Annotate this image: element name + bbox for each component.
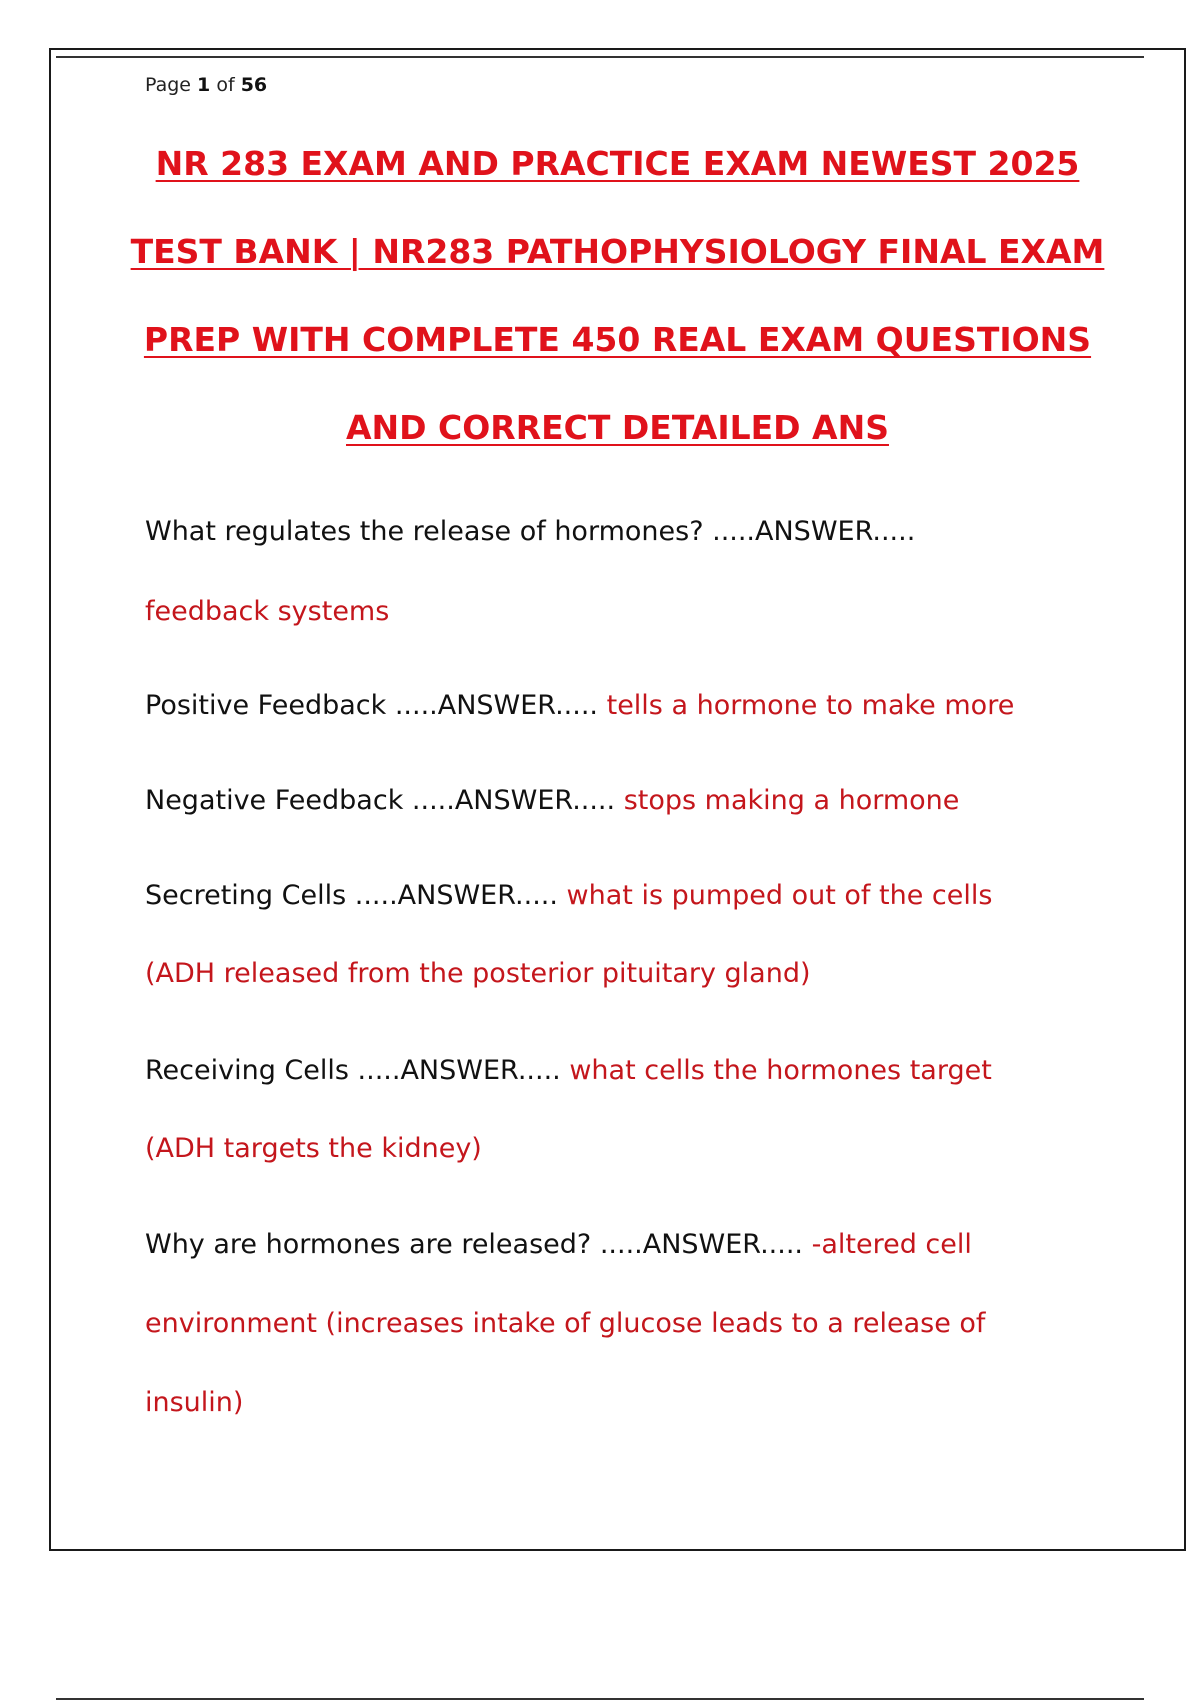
document-title-line-2: TEST BANK | NR283 PATHOPHYSIOLOGY FINAL EXAM	[130, 232, 1105, 271]
qa-item	[145, 880, 1155, 911]
qa-item	[145, 690, 1155, 721]
answer-text: what is pumped out of the cells	[566, 880, 993, 911]
qa-item-answer-continued: (ADH targets the kidney)	[145, 1133, 482, 1164]
page-prefix: Page	[145, 74, 191, 96]
qa-item-answer-continued: environment (increases intake of glucose leads to a release of	[145, 1308, 986, 1339]
qa-item-answer-continued: (ADH released from the posterior pituitary gland)	[145, 958, 811, 989]
page-total: 56	[240, 74, 268, 96]
document-title-line-1: NR 283 EXAM AND PRACTICE EXAM NEWEST 2025	[155, 144, 1080, 183]
qa-item-question	[145, 516, 1155, 547]
page-number-label	[145, 74, 267, 96]
qa-item-answer: feedback systems	[145, 596, 390, 627]
answer-text: tells a hormone to make more	[606, 690, 1015, 721]
qa-item	[145, 1229, 1155, 1260]
document-title-line-3: PREP WITH COMPLETE 450 REAL EXAM QUESTIONS	[143, 320, 1092, 359]
question-text: Negative Feedback .....ANSWER.....	[145, 785, 616, 816]
header-rule	[56, 56, 1144, 58]
document-title-line-4: AND CORRECT DETAILED ANS	[346, 408, 889, 447]
question-text: Secreting Cells .....ANSWER.....	[145, 880, 558, 911]
qa-item	[145, 1055, 1155, 1086]
question-text: Positive Feedback .....ANSWER.....	[145, 690, 599, 721]
qa-item-answer-continued: insulin)	[145, 1387, 244, 1418]
answer-text: what cells the hormones target	[569, 1055, 992, 1086]
question-text: What regulates the release of hormones? .....ANSWER.....	[145, 516, 916, 547]
page-current: 1	[197, 74, 211, 96]
answer-text: -altered cell	[811, 1229, 972, 1260]
question-text: Receiving Cells .....ANSWER.....	[145, 1055, 561, 1086]
answer-text: stops making a hormone	[623, 785, 960, 816]
question-text: Why are hormones are released? .....ANSWER.....	[145, 1229, 804, 1260]
page-of: of	[216, 74, 235, 96]
qa-item	[145, 785, 1155, 816]
